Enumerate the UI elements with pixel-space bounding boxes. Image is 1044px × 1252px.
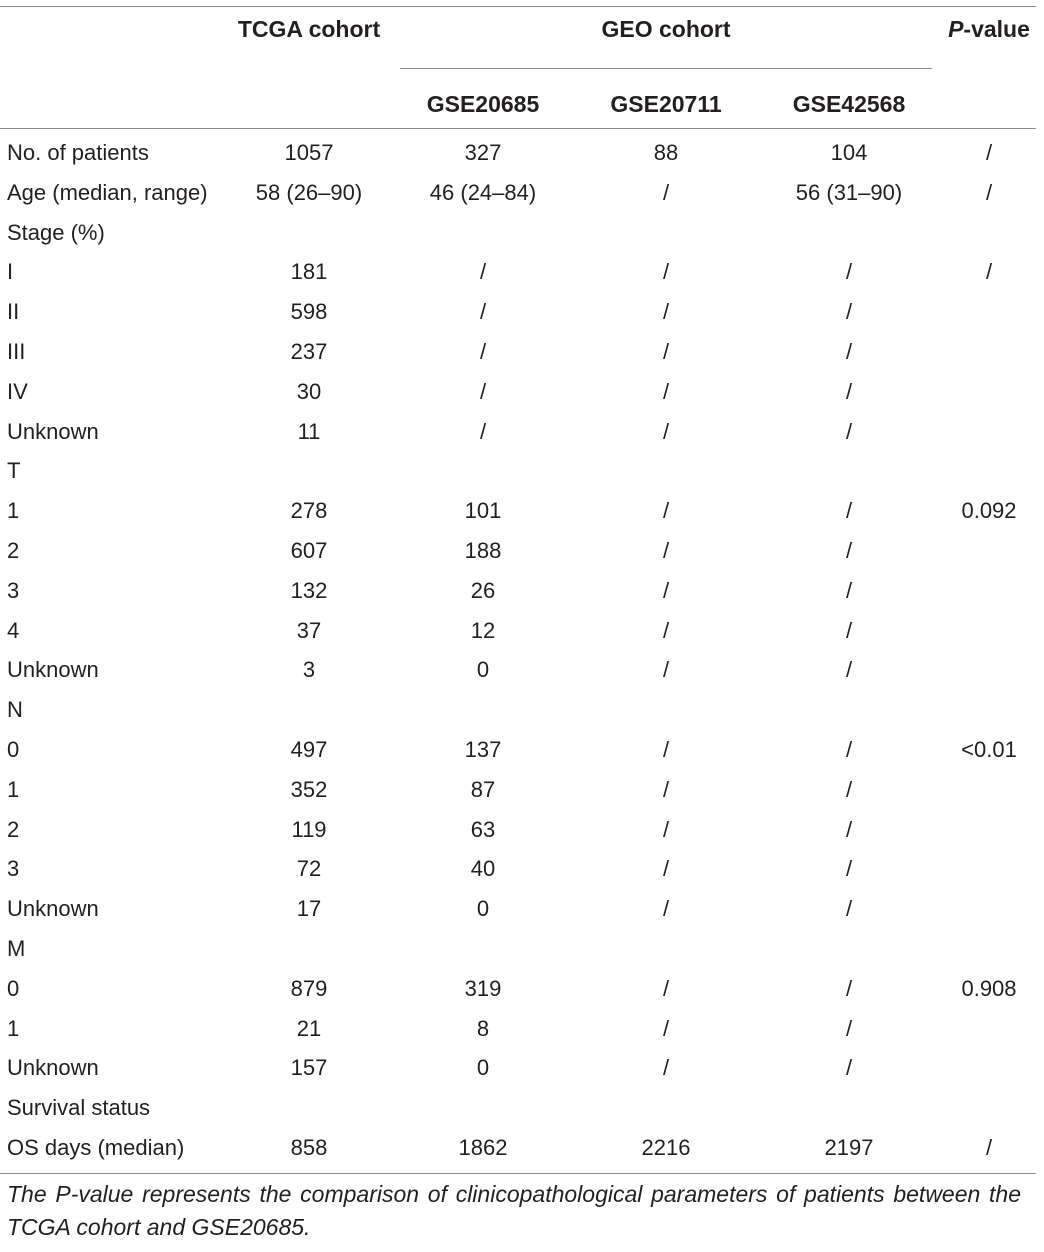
- cell-gse20685: 1862: [458, 1134, 508, 1160]
- cell-tcga: 858: [290, 1134, 328, 1160]
- row-label: 1: [7, 498, 20, 524]
- cell-gse20711: /: [662, 537, 670, 563]
- table-row: [0, 452, 1036, 492]
- table-row: [0, 731, 1036, 771]
- row-label: Unknown: [7, 1055, 99, 1081]
- row-label: Stage (%): [7, 219, 105, 245]
- cell-gse42568: 56 (31–90): [795, 179, 903, 205]
- row-label: 3: [7, 856, 20, 882]
- cell-gse20685: 63: [470, 816, 496, 842]
- table-row: [0, 850, 1036, 890]
- cell-gse20685: 327: [464, 140, 502, 165]
- table-header-rule: [0, 128, 1036, 129]
- table-row: [0, 174, 1036, 214]
- cell-gse20711: /: [662, 378, 670, 404]
- cell-gse42568: /: [845, 537, 853, 563]
- cell-tcga: 181: [290, 259, 328, 285]
- cell-tcga: 132: [290, 577, 328, 603]
- cell-gse20711: /: [662, 498, 670, 524]
- cell-gse42568: /: [845, 856, 853, 882]
- cell-gse20711: /: [662, 896, 670, 922]
- cell-gse42568: /: [845, 896, 853, 922]
- table-row: [0, 1129, 1036, 1169]
- cell-p-value: 0.908: [961, 975, 1017, 1001]
- cell-tcga: 607: [290, 537, 328, 563]
- table-row: [0, 811, 1036, 851]
- header-tcga-cohort: TCGA cohort: [237, 16, 381, 42]
- cell-gse20685: /: [479, 259, 487, 285]
- cell-tcga: 237: [290, 338, 328, 364]
- row-label: II: [7, 299, 20, 325]
- cell-tcga: 72: [296, 856, 322, 882]
- cell-gse20711: /: [662, 657, 670, 683]
- cell-gse20711: /: [662, 299, 670, 325]
- table-row: [0, 771, 1036, 811]
- row-label: Unknown: [7, 896, 99, 922]
- cell-gse20711: /: [662, 736, 670, 762]
- cell-tcga: 879: [290, 975, 328, 1001]
- cell-gse20711: /: [662, 1055, 670, 1081]
- table-row: [0, 572, 1036, 612]
- cell-gse20685: 40: [470, 856, 496, 882]
- cell-gse20711: /: [662, 816, 670, 842]
- table-row: [0, 532, 1036, 572]
- cell-tcga: 598: [290, 299, 328, 325]
- cell-gse42568: /: [845, 1015, 853, 1041]
- cell-gse20685: 101: [464, 498, 502, 524]
- table-row: [0, 612, 1036, 652]
- geo-cohort-rule: [400, 68, 932, 69]
- cell-gse20711: /: [662, 259, 670, 285]
- cell-tcga: 37: [296, 617, 322, 643]
- row-label: 0: [7, 736, 20, 762]
- cell-p-value: <0.01: [961, 736, 1017, 762]
- row-label: 1: [7, 1015, 20, 1041]
- cell-gse20685: /: [479, 418, 487, 444]
- table-row: [0, 1089, 1036, 1129]
- table-bottom-rule: [0, 1173, 1036, 1174]
- table-row: [0, 890, 1036, 930]
- cell-gse20711: 2216: [641, 1134, 691, 1160]
- cell-tcga: 119: [291, 816, 327, 842]
- cell-gse20685: 0: [476, 657, 490, 683]
- cell-gse20685: 137: [464, 736, 502, 762]
- row-label: 2: [7, 537, 20, 563]
- cell-gse20685: /: [479, 378, 487, 404]
- cell-gse42568: /: [845, 259, 853, 285]
- cell-gse42568: 2197: [824, 1134, 874, 1160]
- cell-p-value: 0.092: [961, 498, 1017, 524]
- header-gse42568: GSE42568: [792, 91, 906, 117]
- cell-tcga: 352: [290, 776, 328, 802]
- cell-gse20685: /: [479, 299, 487, 325]
- cell-gse20685: /: [479, 338, 487, 364]
- cell-gse20685: 46 (24–84): [429, 179, 537, 205]
- row-label: OS days (median): [7, 1134, 185, 1160]
- table-row: [0, 970, 1036, 1010]
- cell-gse42568: /: [845, 1055, 853, 1081]
- header-gse20685: GSE20685: [426, 91, 540, 117]
- row-label: Survival status: [7, 1095, 151, 1121]
- cell-gse20711: /: [662, 1015, 670, 1041]
- cell-p-value: /: [985, 1134, 993, 1160]
- row-label: M: [7, 935, 26, 961]
- cell-gse42568: /: [845, 418, 853, 444]
- table-body: [0, 134, 1036, 1169]
- cell-tcga: 497: [290, 736, 328, 762]
- table-row: [0, 134, 1036, 174]
- cell-gse42568: /: [845, 617, 853, 643]
- cell-tcga: 17: [296, 896, 322, 922]
- table-row: [0, 413, 1036, 453]
- cell-tcga: 30: [296, 378, 322, 404]
- cell-gse42568: /: [845, 378, 853, 404]
- cell-gse42568: /: [845, 736, 853, 762]
- row-label: 1: [7, 776, 20, 802]
- cell-gse20711: /: [662, 776, 670, 802]
- row-label: T: [7, 458, 21, 484]
- row-label: 2: [7, 816, 20, 842]
- table-row: [0, 214, 1036, 254]
- row-label: 3: [7, 577, 20, 603]
- cell-tcga: 21: [296, 1015, 322, 1041]
- cell-gse20711: /: [662, 856, 670, 882]
- row-label: 4: [7, 617, 20, 643]
- cell-gse42568: 104: [830, 140, 868, 165]
- table-row: [0, 492, 1036, 532]
- cell-gse20711: /: [662, 418, 670, 444]
- cell-tcga: 157: [290, 1055, 328, 1081]
- table-row: [0, 930, 1036, 970]
- cell-gse42568: /: [845, 657, 853, 683]
- row-label: I: [7, 259, 14, 285]
- cell-p-value: /: [985, 179, 993, 205]
- cell-gse20685: 8: [476, 1015, 490, 1041]
- table-row: [0, 1010, 1036, 1050]
- row-label: No. of patients: [7, 140, 149, 165]
- cell-gse20685: 26: [470, 577, 496, 603]
- cell-gse20711: /: [662, 577, 670, 603]
- header-geo-cohort: GEO cohort: [601, 16, 731, 42]
- table-footnote: The P-value represents the comparison of clinicopathological parameters of patients between the TCGA cohort and GSE20685.: [7, 1181, 1021, 1240]
- cell-gse20685: 319: [464, 975, 502, 1001]
- cell-gse20711: /: [662, 975, 670, 1001]
- cell-gse42568: /: [845, 299, 853, 325]
- cell-tcga: 1057: [284, 140, 334, 165]
- cell-gse42568: /: [845, 776, 853, 802]
- row-label: Age (median, range): [7, 179, 208, 205]
- table-top-rule: [0, 6, 1036, 7]
- cell-gse20711: /: [662, 338, 670, 364]
- row-label: 0: [7, 975, 20, 1001]
- row-label: Unknown: [7, 418, 99, 444]
- cell-gse20711: 88: [653, 140, 679, 165]
- table-row: [0, 691, 1036, 731]
- cell-gse42568: /: [845, 338, 853, 364]
- cell-gse20711: /: [662, 179, 670, 205]
- cell-p-value: /: [985, 259, 993, 285]
- cell-gse42568: /: [845, 577, 853, 603]
- cell-gse42568: /: [845, 975, 853, 1001]
- cell-gse20685: 0: [476, 1055, 490, 1081]
- cell-tcga: 11: [297, 418, 321, 444]
- cell-gse42568: /: [845, 498, 853, 524]
- row-label: III: [7, 338, 26, 364]
- cell-gse42568: /: [845, 816, 853, 842]
- cell-tcga: 3: [302, 657, 316, 683]
- table-row: [0, 253, 1036, 293]
- table-row: [0, 333, 1036, 373]
- cell-gse20685: 0: [476, 896, 490, 922]
- cell-gse20711: /: [662, 617, 670, 643]
- row-label: Unknown: [7, 657, 99, 683]
- cell-gse20685: 12: [470, 617, 496, 643]
- cell-tcga: 58 (26–90): [255, 179, 363, 205]
- row-label: N: [7, 697, 23, 723]
- header-p-rest: -value: [963, 16, 1030, 42]
- cell-gse20685: 87: [470, 776, 496, 802]
- table-row: [0, 293, 1036, 333]
- table-row: [0, 651, 1036, 691]
- header-gse20711: GSE20711: [610, 91, 722, 117]
- cell-gse20685: 188: [464, 537, 502, 563]
- cell-tcga: 278: [290, 498, 328, 524]
- row-label: IV: [7, 378, 28, 404]
- cell-p-value: /: [985, 140, 993, 165]
- table-row: [0, 373, 1036, 413]
- table-row: [0, 1049, 1036, 1089]
- header-p-value: [948, 16, 1030, 43]
- header-p-italic: P: [948, 16, 964, 42]
